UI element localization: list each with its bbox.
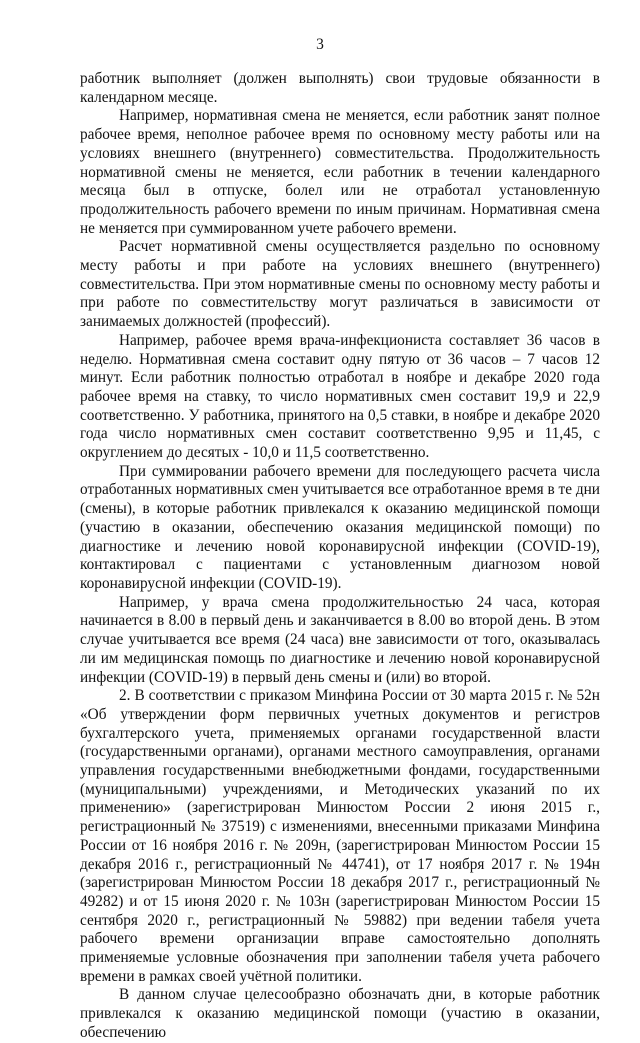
page-number: 3: [316, 36, 324, 53]
paragraph-example-normative-shift: Например, нормативная смена не меняется, если работник занят полное рабочее время, неполное рабочее время по основному месту работы или на условиях внешнего (внутреннего) совместительства. Продолжительность нормативной смены не меняется, если работник в течении календарного месяца был в отпуске, болел или не отработал установленную продолжительность рабочего времени по иным причинам. Нормативная смена не меняется при суммированном учете рабочего времени.: [80, 107, 600, 237]
paragraph-designation: В данном случае целесообразно обозначать дни, в которые работник привлекался к оказанию медицинской помощи (участию в оказании, обеспечению: [80, 986, 600, 1041]
paragraph-example-infectionist: Например, рабочее время врача-инфекциониста составляет 36 часов в неделю. Нормативная смена составит одну пятую от 36 часов – 7 часов 12 минут. Если работник полностью отработал в ноябре и декабре 2020 года рабочее время на ставку, то число нормативных смен составит 19,9 и 22,9 соответственно. У работника, принятого на 0,5 ставки, в ноябре и декабре 2020 года число нормативных смен составит соответственно 9,95 и 11,45, с округлением до десятых - 10,0 и 11,5 соответственно.: [80, 331, 600, 462]
paragraph-summation: При суммировании рабочего времени для последующего расчета числа отработанных нормативных смен учитывается все отработанное время в те дни (смены), в которые работник привлекался к оказанию медицинской помощи (участию в оказании, обеспечению оказания медицинской помощи) по диагностике и лечению новой коронавирусной инфекции (COVID-19), контактировал с пациентами с установленным диагнозом новой коронавирусной инфекции (COVID-19).: [80, 462, 600, 592]
paragraph-calculation-separately: Расчет нормативной смены осуществляется раздельно по основному месту работы и при работе на условиях внешнего (внутреннего) совместительства. При этом нормативные смены по основному месту работы и при работе по совместительству могут различаться в зависимости от занимаемых должностей (профессий).: [80, 238, 600, 331]
document-body: [80, 70, 600, 1043]
paragraph-continuation: работник выполняет (должен выполнять) свои трудовые обязанности в календарном месяце.: [80, 70, 600, 106]
paragraph-example-24-hour-shift: Например, у врача смена продолжительностью 24 часа, которая начинается в 8.00 в первый день и заканчивается в 8.00 во второй день. В этом случае учитывается все время (24 часа) вне зависимости от того, оказывалась ли им медицинская помощь по диагностике и лечению новой коронавирусной инфекции (COVID-19) в первый день смены и (или) во второй.: [80, 593, 600, 686]
paragraph-minfin-order: 2. В соответствии с приказом Минфина России от 30 марта 2015 г. № 52н «Об утверждении форм первичных учетных документов и регистров бухгалтерского учета, применяемых органами государственной власти (государственными органами), органами местного самоуправления, органами управления государственными внебюджетными фондами, государственными (муниципальными) учреждениями, и Методических указаний по их применению» (зарегистрирован Минюстом России 2 июня 2015 г., регистрационный № 37519) с изменениями, внесенными приказами Минфина России от 16 ноября 2016 г. № 209н, (зарегистрирован Минюстом России 15 декабря 2016 г., регистрационный № 44741), от 17 ноября 2017 г. № 194н (зарегистрирован Минюстом России 18 декабря 2017 г., регистрационный № 49282) и от 15 июня 2020 г. № 103н (зарегистрирован Минюстом России 15 сентября 2020 г., регистрационный № 59882) при ведении табеля учета рабочего времени организации вправе самостоятельно дополнять применяемые условные обозначения при заполнении табеля учета рабочего времени в рамках своей учётной политики.: [80, 687, 600, 985]
